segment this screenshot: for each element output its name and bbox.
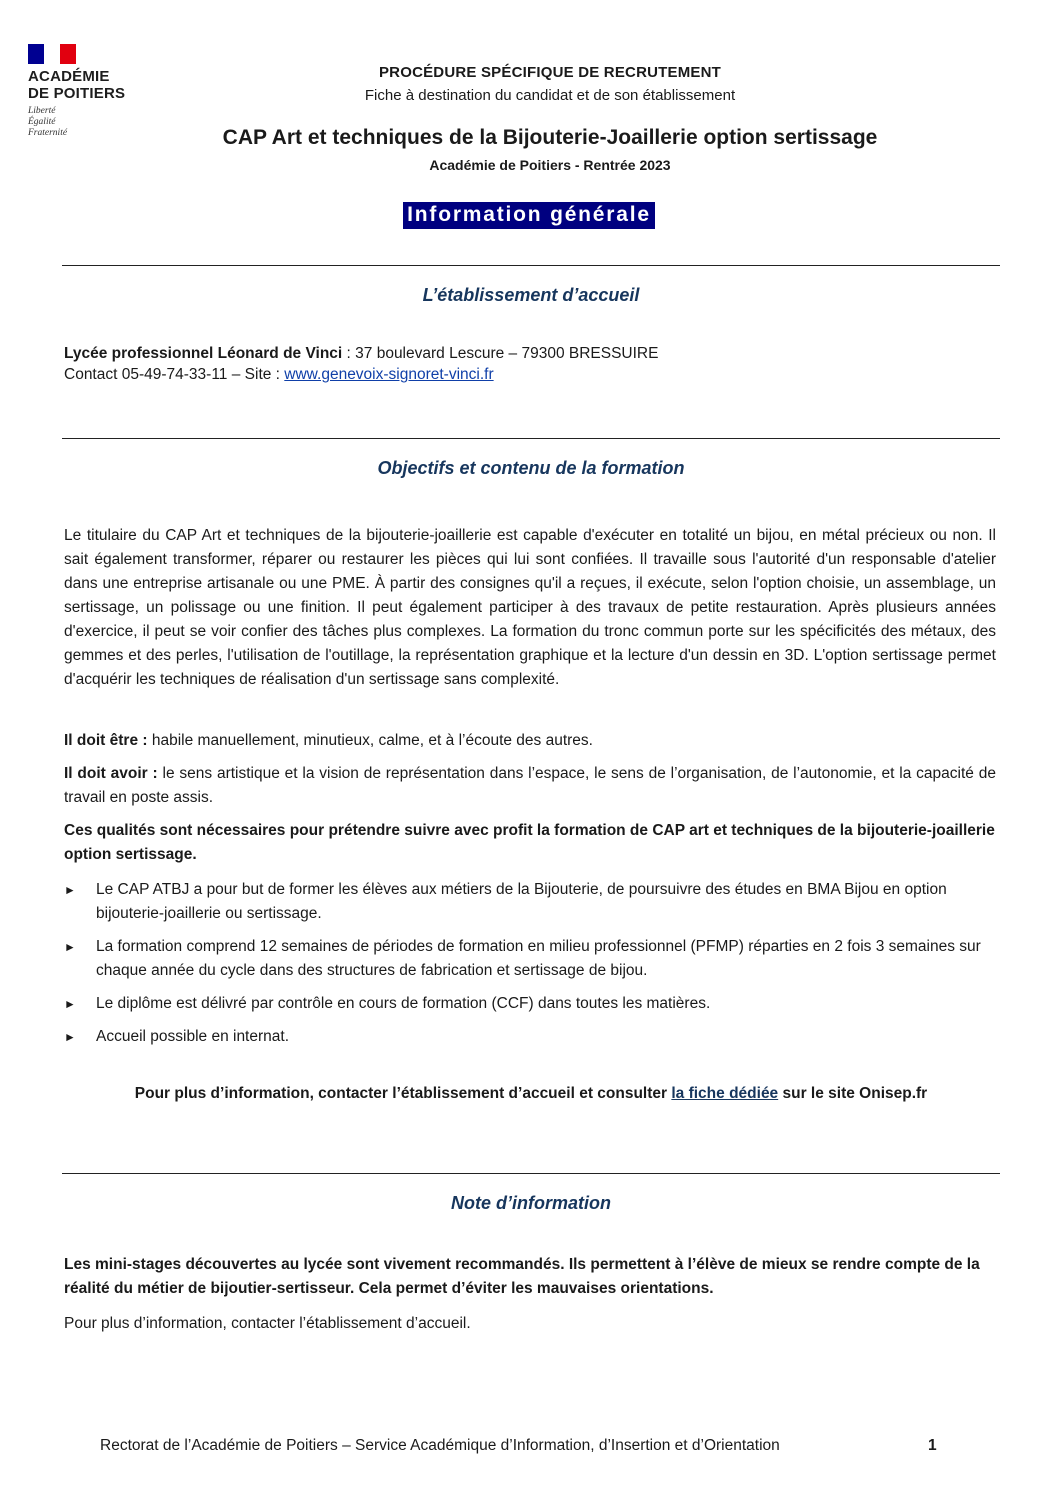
objectifs-bullet-list bbox=[64, 878, 998, 1058]
etablissement-name: Lycée professionnel Léonard de Vinci bbox=[64, 345, 343, 362]
fiche-subtitle: Fiche à destination du candidat et de son établissement bbox=[364, 87, 736, 104]
triangle-bullet-icon: ► bbox=[64, 997, 76, 1011]
list-item bbox=[64, 878, 998, 926]
etablissement-site-link[interactable]: www.genevoix-signoret-vinci.fr bbox=[284, 366, 494, 383]
etablissement-info bbox=[64, 343, 984, 385]
note-bold-paragraph bbox=[64, 1253, 996, 1301]
logo-name-line2: DE POITIERS bbox=[28, 85, 126, 102]
section-title-etablissement: L’établissement d’accueil bbox=[422, 285, 640, 305]
etablissement-contact: Contact 05-49-74-33-11 – Site : bbox=[64, 366, 285, 383]
doit-etre-label: Il doit être : bbox=[64, 732, 148, 749]
plus-info-before: Pour plus d’information, contacter l’établissement d’accueil et consulter bbox=[134, 1085, 672, 1102]
note-bold-text: Les mini-stages découvertes au lycée sont vivement recommandés. Ils permettent à l’élève de mieux se rendre compte de la réalité du métier de bijoutier-sertisseur. Cela permet d’éviter les mauvaises orientations. bbox=[64, 1256, 980, 1297]
logo-motto-line1: Liberté bbox=[28, 106, 56, 116]
objectifs-paragraph: Le titulaire du CAP Art et techniques de la bijouterie-joaillerie est capable d'exécuter en totalité un bijou, en métal précieux ou non. Il sait également transformer, réparer ou restaurer les pièces qui lui sont confiées. Il travaille sous l'autorité d'un responsable d'atelier dans une entreprise artisanale ou une PME. À partir des consignes qu'il a reçues, il exécute, selon l'option choisie, un assemblage, un sertissage, un polissage ou une finition. Il peut également participer à des travaux de petite restauration. Après plusieurs années d'exercice, il peut se voir confier des tâches plus complexes. La formation du tronc commun porte sur les spécificités des métaux, des gemmes et des perles, l'utilisation de l'outillage, la représentation graphique et la lecture d'un dessin en 3D. L'option sertissage permet d'acquérir les techniques de réalisation d'un sertissage sans complexité. bbox=[64, 527, 996, 688]
logo-name bbox=[28, 68, 148, 102]
footer-text: Rectorat de l’Académie de Poitiers – Service Académique d’Information, d’Insertion et d’Orientation bbox=[100, 1437, 780, 1454]
list-item-text: Le CAP ATBJ a pour but de former les élèves aux métiers de la Bijouterie, de poursuivre des études en BMA Bijou en option bijouterie-joaillerie ou sertissage. bbox=[96, 881, 947, 922]
triangle-bullet-icon: ► bbox=[64, 883, 76, 897]
fiche-dediee-link[interactable]: la fiche dédiée bbox=[671, 1085, 779, 1102]
procedure-heading: PROCÉDURE SPÉCIFIQUE DE RECRUTEMENT bbox=[378, 64, 722, 81]
etablissement-address-line bbox=[64, 343, 984, 364]
qualites-text: Ces qualités sont nécessaires pour prétendre suivre avec profit la formation de CAP art et techniques de la bijouterie-joaillerie option sertissage. bbox=[64, 822, 995, 863]
list-item-text: Accueil possible en internat. bbox=[96, 1028, 290, 1045]
academie-rentree: Académie de Poitiers - Rentrée 2023 bbox=[429, 157, 671, 173]
note-contact-line: Pour plus d’information, contacter l’établissement d’accueil. bbox=[64, 1315, 471, 1332]
doit-avoir-label: Il doit avoir : bbox=[64, 765, 158, 782]
section-title-note: Note d’information bbox=[451, 1193, 611, 1213]
plus-info-line bbox=[62, 1085, 1000, 1103]
logo-motto bbox=[28, 106, 148, 139]
qualites-paragraph bbox=[64, 819, 996, 867]
flag-blue-band bbox=[28, 44, 44, 64]
info-generale-badge: Information générale bbox=[403, 202, 655, 229]
doit-avoir-text: le sens artistique et la vision de représentation dans l’espace, le sens de l’organisation, de l’autonomie, et la capacité de travail en poste assis. bbox=[64, 765, 996, 806]
doit-etre-line bbox=[64, 729, 996, 753]
page-number: 1 bbox=[928, 1437, 937, 1454]
plus-info-after: sur le site Onisep.fr bbox=[778, 1085, 928, 1102]
list-item bbox=[64, 992, 998, 1016]
etablissement-address: : 37 boulevard Lescure – 79300 BRESSUIRE bbox=[342, 345, 659, 362]
list-item bbox=[64, 935, 998, 983]
flag-white-band bbox=[44, 44, 60, 64]
divider bbox=[62, 265, 1000, 266]
republic-flag-icon bbox=[28, 44, 76, 64]
academie-logo bbox=[28, 44, 148, 139]
divider bbox=[62, 438, 1000, 439]
doit-avoir-line bbox=[64, 762, 996, 810]
page-title: CAP Art et techniques de la Bijouterie-Joaillerie option sertissage bbox=[222, 126, 878, 149]
logo-motto-line2: Égalité bbox=[28, 117, 56, 127]
logo-name-line1: ACADÉMIE bbox=[28, 68, 110, 85]
etablissement-contact-line bbox=[64, 364, 984, 385]
flag-red-band bbox=[60, 44, 76, 64]
info-badge-wrap bbox=[0, 202, 1058, 229]
section-title-objectifs: Objectifs et contenu de la formation bbox=[377, 458, 685, 478]
list-item-text: La formation comprend 12 semaines de périodes de formation en milieu professionnel (PFMP) réparties en 2 fois 3 semaines sur chaque année du cycle dans des structures de fabrication et sertissage de bijou. bbox=[96, 938, 981, 979]
triangle-bullet-icon: ► bbox=[64, 1030, 76, 1044]
list-item bbox=[64, 1025, 998, 1049]
list-item-text: Le diplôme est délivré par contrôle en cours de formation (CCF) dans toutes les matières. bbox=[96, 995, 711, 1012]
triangle-bullet-icon: ► bbox=[64, 940, 76, 954]
divider bbox=[62, 1173, 1000, 1174]
logo-motto-line3: Fraternité bbox=[28, 128, 68, 138]
doit-etre-text: habile manuellement, minutieux, calme, et à l’écoute des autres. bbox=[147, 732, 593, 749]
